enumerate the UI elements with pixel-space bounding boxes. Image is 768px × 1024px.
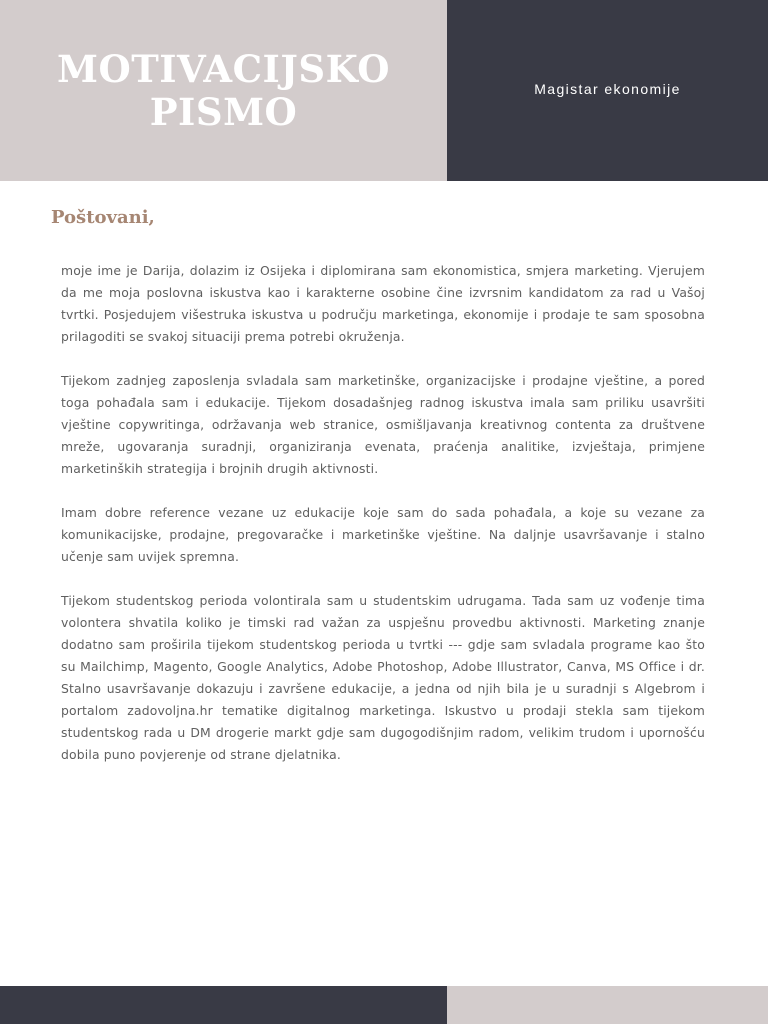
header-title-panel — [0, 0, 447, 181]
letter-body — [61, 260, 705, 788]
letter-paragraph-1: moje ime je Darija, dolazim iz Osijeka i diplomirana sam ekonomistica, smjera marketing. Vjerujem da me moja poslovna iskustva kao i karakterne osobine čine izvrsnim kandidatom za rad u Vašoj tvrtki. Posjedujem višestruka iskustva u području marketinga, ekonomije i prodaje te sam sposobna prilagoditi se svakoj situaciji prema potrebi okruženja. — [61, 263, 705, 344]
footer-light-bar — [447, 986, 768, 1024]
header-subtitle-panel — [447, 0, 768, 181]
letter-paragraph-2: Tijekom zadnjeg zaposlenja svladala sam marketinške, organizacijske i prodajne vještine, a pored toga pohađala sam i edukacije. Tijekom dosadašnjeg radnog iskustva imala sam priliku usavršiti vještine copywritinga, održavanja web stranice, osmišljavanja kreativnog contenta za društvene mreže, ugovaranja suradnji, organiziranja evenata, praćenja analitike, izvještaja, primjene marketinških strategija i brojnih drugih aktivnosti. — [61, 373, 705, 476]
letter-paragraph-3: Imam dobre reference vezane uz edukacije koje sam do sada pohađala, a koje su vezane za komunikacijske, prodajne, pregovaračke i marketinške vještine. Na daljnje usavršavanje i stalno učenje sam uvijek spremna. — [61, 505, 705, 564]
footer-dark-bar — [0, 986, 447, 1024]
letter-paragraph-4: Tijekom studentskog perioda volontirala sam u studentskim udrugama. Tada sam uz vođenje tima volontera shvatila koliko je timski rad važan za uspješnu provedbu aktivnosti. Marketing znanje dodatno sam proširila tijekom studentskog perioda u tvrtki --- gdje sam svladala programe kao što su Mailchimp, Magento, Google Analytics, Adobe Photoshop, Adobe Illustrator, Canva, MS Office i dr. Stalno usavršavanje dokazuju i završene edukacije, a jedna od njih bila je u suradnji s Algebrom i portalom zadovoljna.hr tematike digitalnog marketinga. Iskustvo u prodaji stekla sam tijekom studentskog rada u DM drogerie markt gdje sam dugogodišnjim radom, velikim trudom i upornošću dobila puno povjerenje od strane djelatnika. — [61, 593, 705, 762]
document-title: MOTIVACIJSKO PISMO — [57, 46, 390, 134]
job-title: Magistar ekonomije — [534, 80, 681, 97]
letter-greeting: Poštovani, — [51, 207, 155, 228]
